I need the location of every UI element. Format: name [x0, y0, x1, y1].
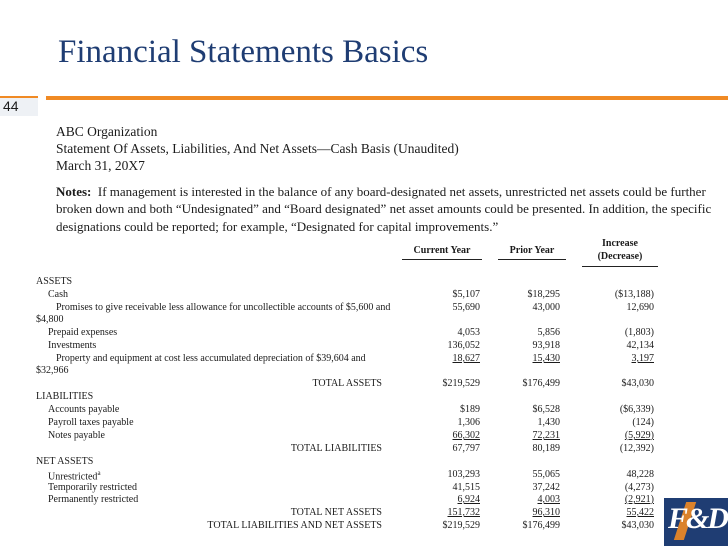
cell-current: 6,924 [457, 494, 480, 505]
col-increase-decrease [580, 237, 660, 267]
notes-text: If management is interested in the balance of any board-designated net assets, unrestricted net assets could be further broken down and both “Undesignated” and “Board designated” net asset amounts could be presented. In addition, the specific designations could be reported; for example, “Designated for capital improvements.” [56, 184, 712, 234]
cell-change: (12,392) [619, 443, 654, 454]
cell-change: 55,422 [626, 507, 654, 518]
cell-prior: 4,003 [537, 494, 560, 505]
col-increase-label: Increase [602, 238, 638, 249]
section-assets: ASSETS [36, 276, 73, 287]
cell-current: $5,107 [452, 289, 480, 300]
row-label: Permanently restricted [48, 494, 139, 505]
row-label: Promises to give receivable less allowance for uncollectible accounts of $5,600 and [56, 302, 391, 313]
row-label: Accounts payable [48, 404, 120, 415]
cell-prior: $176,499 [522, 378, 560, 389]
cell-change: ($6,339) [619, 404, 654, 415]
row-label-unrestricted [48, 467, 101, 483]
cell-change: (4,273) [624, 482, 654, 493]
row-label-continued: $32,966 [36, 365, 69, 376]
total-label: TOTAL LIABILITIES AND NET ASSETS [207, 520, 382, 531]
section-net-assets: NET ASSETS [36, 456, 94, 467]
notes-paragraph [56, 183, 716, 235]
total-label: TOTAL NET ASSETS [290, 507, 382, 518]
cell-current: $219,529 [442, 520, 480, 531]
slide-number: 44 [3, 98, 19, 114]
cell-current: 4,053 [457, 327, 480, 338]
row-label: Property and equipment at cost less accumulated depreciation of $39,604 and [56, 353, 366, 364]
fd-logo [664, 498, 728, 546]
row-label: Payroll taxes payable [48, 417, 134, 428]
row-label: Prepaid expenses [48, 327, 118, 338]
cell-prior: $18,295 [527, 289, 560, 300]
col-current-year [400, 245, 484, 260]
cell-prior: 15,430 [532, 353, 560, 364]
cell-change: $43,030 [621, 378, 654, 389]
cell-prior: 93,918 [532, 340, 560, 351]
logo-text: F&D [668, 502, 728, 535]
cell-current: 18,627 [452, 353, 480, 364]
cell-change: $43,030 [621, 520, 654, 531]
cell-change: (5,929) [624, 430, 654, 441]
statement-header [56, 123, 459, 174]
statement-title: Statement Of Assets, Liabilities, And Net Assets—Cash Basis (Unaudited) [56, 141, 459, 156]
row-label-continued: $4,800 [36, 314, 64, 325]
cell-change: ($13,188) [614, 289, 654, 300]
slide-title: Financial Statements Basics [58, 34, 429, 70]
row-label: Investments [48, 340, 97, 351]
cell-current: 41,515 [452, 482, 480, 493]
cell-current: 103,293 [447, 469, 480, 480]
footnote-marker: a [97, 469, 101, 477]
cell-current: 55,690 [452, 302, 480, 313]
cell-prior: 96,310 [532, 507, 560, 518]
col-prior-year [496, 245, 568, 260]
cell-prior: 72,231 [532, 430, 560, 441]
cell-change: 42,134 [626, 340, 654, 351]
cell-current: 1,306 [457, 417, 480, 428]
cell-current: 67,797 [452, 443, 480, 454]
col-decrease-label: (Decrease) [582, 250, 658, 267]
cell-prior: $6,528 [532, 404, 560, 415]
statement-date: March 31, 20X7 [56, 158, 145, 173]
col-current-label: Current Year [402, 245, 482, 260]
cell-change: (124) [632, 417, 654, 428]
notes-label: Notes: [56, 184, 92, 199]
col-prior-label: Prior Year [498, 245, 566, 260]
cell-change: 3,197 [631, 353, 654, 364]
cell-change: 48,228 [626, 469, 654, 480]
row-label: Cash [48, 289, 68, 300]
cell-prior: 55,065 [532, 469, 560, 480]
row-label: Unrestricted [48, 471, 98, 483]
cell-current: 66,302 [452, 430, 480, 441]
cell-prior: 5,856 [537, 327, 560, 338]
cell-prior: 37,242 [532, 482, 560, 493]
cell-prior: 1,430 [537, 417, 560, 428]
cell-prior: 43,000 [532, 302, 560, 313]
accent-rule [46, 96, 728, 100]
cell-current: $219,529 [442, 378, 480, 389]
cell-change: (2,921) [624, 494, 654, 505]
section-liabilities: LIABILITIES [36, 391, 94, 402]
row-label: Temporarily restricted [48, 482, 137, 493]
cell-current: $189 [460, 404, 480, 415]
cell-current: 151,732 [447, 507, 480, 518]
cell-prior: $176,499 [522, 520, 560, 531]
organization-name: ABC Organization [56, 124, 158, 139]
total-label: TOTAL LIABILITIES [290, 443, 382, 454]
total-label: TOTAL ASSETS [312, 378, 382, 389]
row-label: Notes payable [48, 430, 105, 441]
cell-change: 12,690 [626, 302, 654, 313]
cell-change: (1,803) [624, 327, 654, 338]
cell-prior: 80,189 [532, 443, 560, 454]
cell-current: 136,052 [447, 340, 480, 351]
